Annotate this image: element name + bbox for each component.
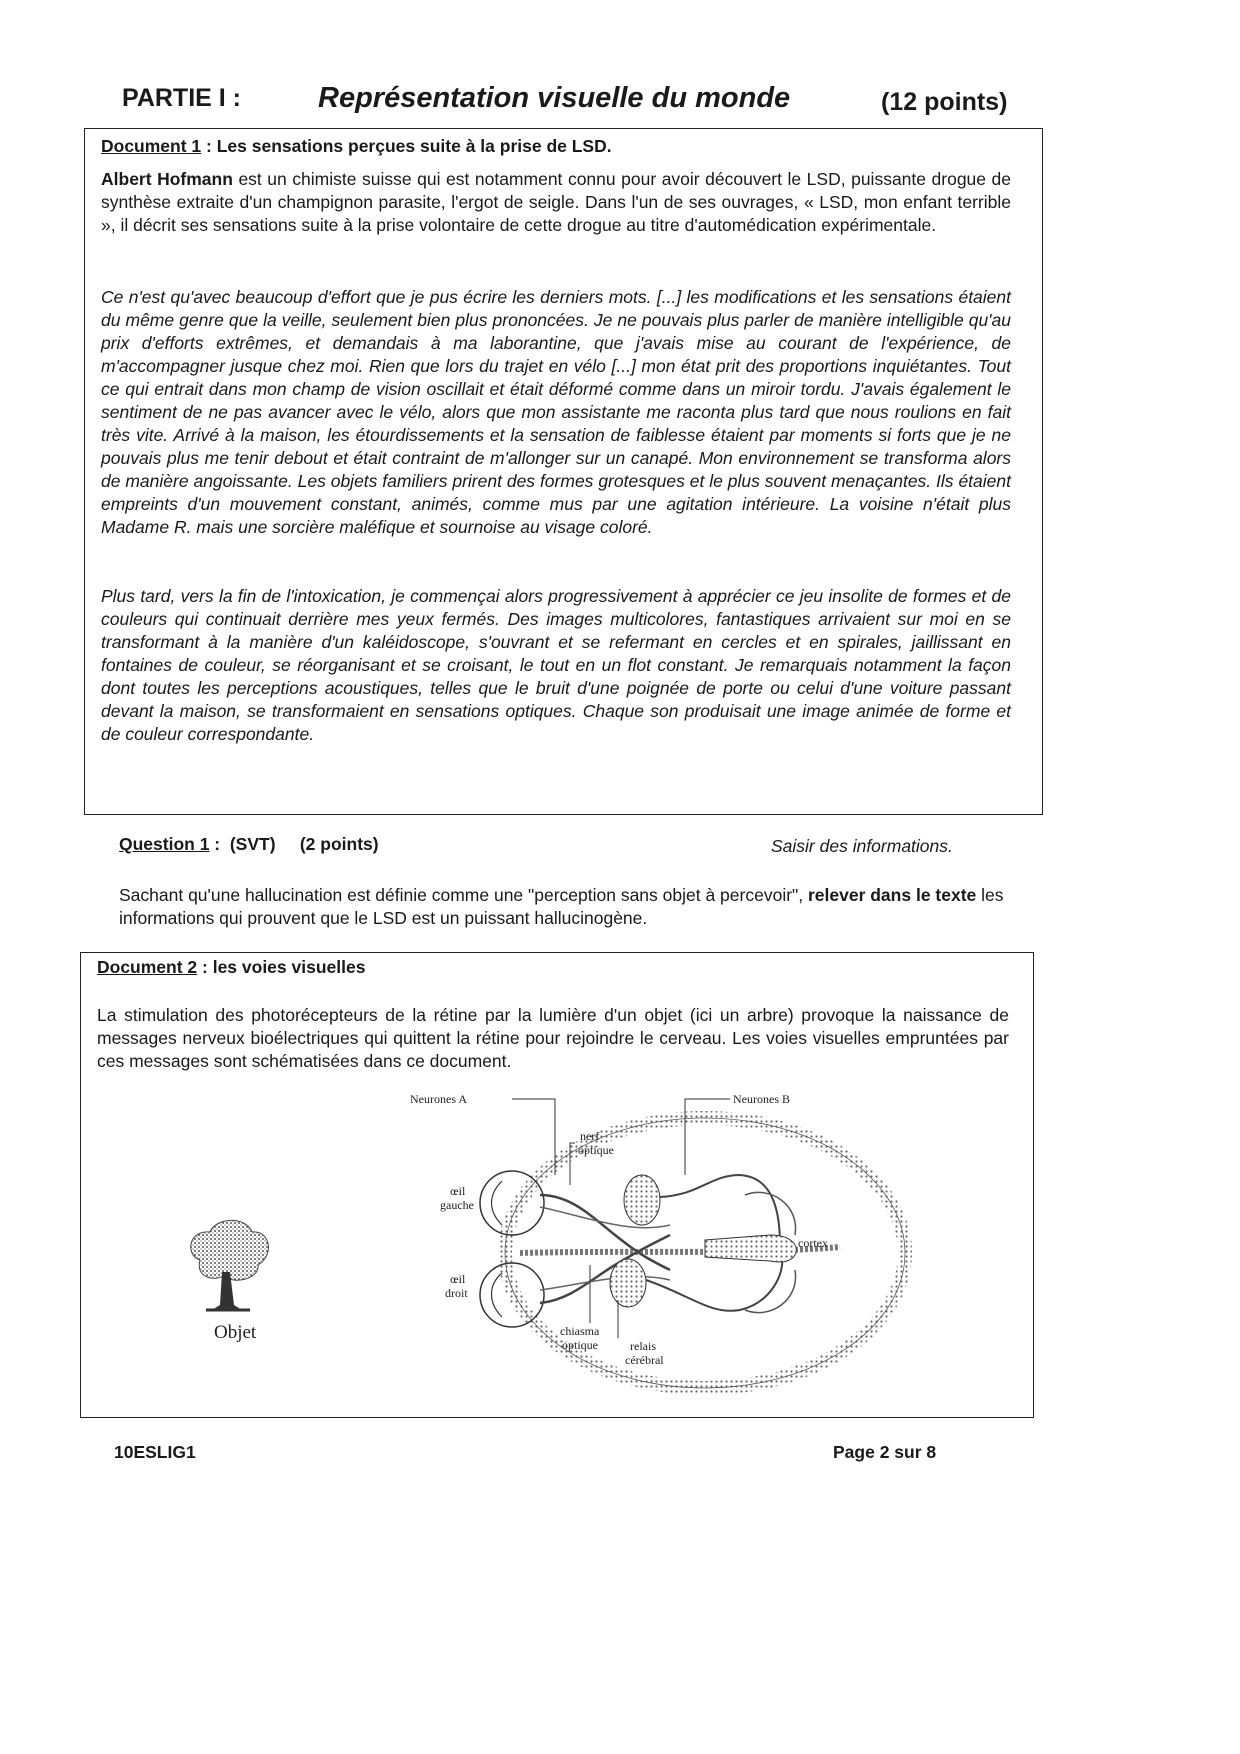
author-name: Albert Hofmann: [101, 169, 233, 189]
page-title: Représentation visuelle du monde: [318, 82, 791, 114]
part-points: (12 points): [881, 88, 1008, 116]
part-label: PARTIE I :: [122, 84, 241, 112]
neurones-b-label: Neurones B: [733, 1092, 790, 1106]
relay-nucleus-top: [624, 1175, 660, 1225]
question-1-text: [119, 884, 1011, 930]
oeil-gauche-label-1: œil: [450, 1184, 466, 1198]
question-1-text-b: les informations qui prouvent que le LSD est un puissant hallucinogène.: [119, 885, 1004, 928]
cortex-label: cortex: [798, 1236, 828, 1250]
document-1-intro: [101, 168, 1011, 237]
chiasma-label-2: optique: [562, 1338, 598, 1352]
document-1-label: Document 1: [101, 136, 202, 156]
intro-text: est un chimiste suisse qui est notamment connu pour avoir découvert le LSD, puissante drogue de synthèse extraite d'un champignon parasite, l'ergot de seigle. Dans l'un de ses ouvrages, « LSD, mon enfant terrible », il décrit ses sensations suite à la prise volontaire de cette drogue au titre d'automédication expérimentale.: [101, 169, 1012, 235]
document-2-label: Document 2: [97, 957, 198, 977]
footer-code: 10ESLIG1: [114, 1442, 196, 1462]
neurones-a-label: Neurones A: [410, 1092, 467, 1106]
oeil-droit-label-2: droit: [445, 1286, 468, 1300]
question-1-skill: Saisir des informations.: [771, 836, 953, 856]
tree-icon: [191, 1220, 269, 1310]
visual-cortex: [705, 1235, 796, 1262]
document-2-heading: : les voies visuelles: [197, 957, 366, 977]
object-label: Objet: [214, 1322, 257, 1343]
question-1-label: Question 1: [119, 834, 210, 854]
document-2-text: La stimulation des photorécepteurs de la rétine par la lumière d'un objet (ici un arbre) provoque la naissance de messages nerveux bioélectriques qui quittent la rétine pour rejoindre le cerveau. Les voies visuelles empruntées par ces messages sont schématisées dans ce document.: [97, 1005, 1009, 1071]
tree-object-figure: [170, 1210, 300, 1343]
document-1-heading: : Les sensations perçues suite à la prise de LSD.: [201, 136, 612, 156]
nerf-optique-label-1: nerf: [580, 1129, 600, 1143]
nerf-optique-label-2: optique: [578, 1143, 614, 1157]
question-1-text-a: Sachant qu'une hallucination est définie comme une "perception sans objet à percevoir",: [119, 885, 808, 905]
question-1-instruction: relever dans le texte: [807, 885, 977, 905]
neurones-b-pointer: [685, 1099, 730, 1175]
relais-label-1: relais: [630, 1339, 656, 1353]
question-1-header: [119, 834, 379, 855]
document-2-title: [97, 957, 365, 978]
relais-label-2: cérébral: [625, 1353, 664, 1367]
relay-nucleus-bottom: [610, 1259, 646, 1307]
visual-pathways-diagram: [410, 1085, 920, 1405]
question-1-meta: : (SVT) (2 points): [209, 834, 379, 854]
document-1-title: [101, 136, 612, 157]
chiasma-label-1: chiasma: [560, 1324, 600, 1338]
oeil-droit-label-1: œil: [450, 1272, 466, 1286]
oeil-gauche-label-2: gauche: [440, 1198, 474, 1212]
quote-paragraph-2: Plus tard, vers la fin de l'intoxication, je commençai alors progressivement à apprécier ce jeu insolite de formes et de couleurs qui continuait derrière mes yeux fermés. Des images multicolores, fantastiques arrivaient sur moi en se transformant à la manière d'un kaléidoscope, s'ouvrant et se refermant en cercles et en spirales, jaillissant en fontaines de couleur, se réorganisant et se croisant, le tout en un flot constant. Je remarquais notamment la façon dont toutes les perceptions acoustiques, telles que le bruit d'une poignée de porte ou celui d'une voiture passant devant la maison, se transformaient en sensations optiques. Chaque son produisait une image animée de forme et de couleur correspondante.: [101, 586, 1011, 744]
quote-paragraph-1: Ce n'est qu'avec beaucoup d'effort que je pus écrire les derniers mots. [...] les modifications et les sensations étaient du même genre que la veille, seulement bien plus prononcées. Je ne pouvais plus parler de manière intelligible qu'au prix d'efforts extrêmes, et demandais à ma laborantine, que j'avais mise au courant de l'expérience, de m'accompagner jusque chez moi. Rien que lors du trajet en vélo [...] mon état prit des proportions inquiétantes. Tout ce qui entrait dans mon champ de vision oscillait et était déformé comme dans un miroir tordu. J'avais également le sentiment de ne pas avancer avec le vélo, alors que mon assistante me raconta plus tard que nous roulions en fait très vite. Arrivé à la maison, les étourdissements et la sensation de faiblesse étaient par moments si forts que je ne pouvais plus me tenir debout et était contraint de m'allonger sur un canapé. Mon environnement se transforma alors de manière angoissante. Les objets familiers prirent des formes grotesques et le plus souvent menaçantes. Ils étaient empreints d'un mouvement constant, animés, comme mus par une agitation intérieure. La voisine n'était plus Madame R. mais une sorcière maléfique et sournoise au visage coloré.: [101, 287, 1011, 537]
footer-page-number: Page 2 sur 8: [833, 1442, 937, 1462]
